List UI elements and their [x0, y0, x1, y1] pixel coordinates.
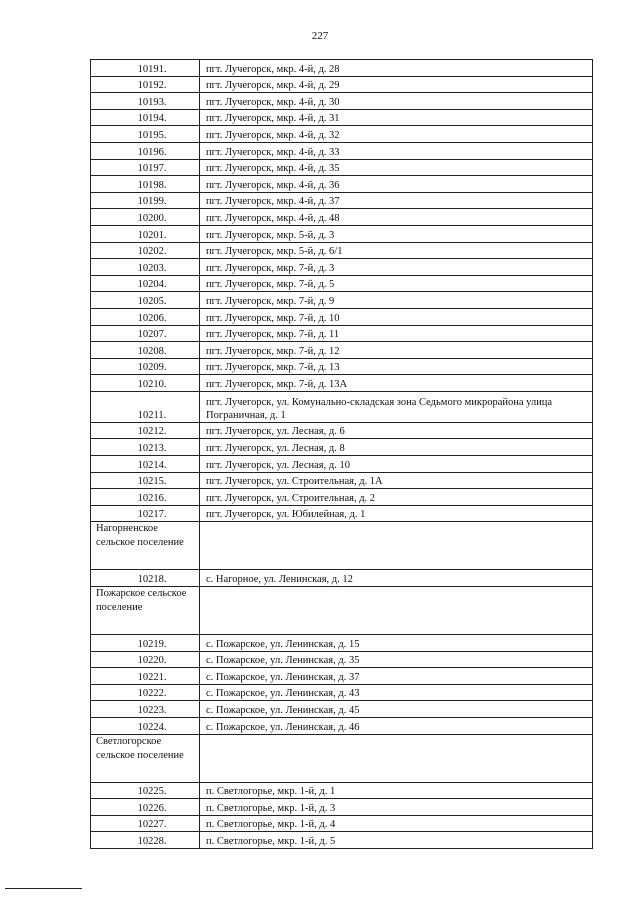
row-number [91, 391, 200, 422]
row-number [91, 718, 200, 735]
row-address: пгт. Лучегорск, мкр. 7-й, д. 13А [200, 375, 593, 392]
table-row [91, 308, 593, 325]
row-number [91, 325, 200, 342]
row-number [91, 308, 200, 325]
row-address: пгт. Лучегорск, мкр. 7-й, д. 9 [200, 292, 593, 309]
row-number [91, 635, 200, 652]
row-number-text: 10197. [137, 163, 167, 175]
address-registry-body [91, 60, 593, 849]
row-number-text: 10228. [137, 835, 167, 847]
row-number-text: 10211. [137, 409, 167, 421]
table-row [91, 259, 593, 276]
row-address: пгт. Лучегорск, мкр. 4-й, д. 28 [200, 60, 593, 77]
row-number-text: 10226. [137, 802, 167, 814]
row-address: пгт. Лучегорск, ул. Лесная, д. 8 [200, 439, 593, 456]
section-header-row [91, 587, 593, 635]
row-number-text: 10214. [137, 459, 167, 471]
row-number-text: 10219. [137, 638, 167, 650]
row-address: пгт. Лучегорск, мкр. 4-й, д. 37 [200, 192, 593, 209]
row-number [91, 192, 200, 209]
table-row [91, 209, 593, 226]
table-row [91, 109, 593, 126]
row-address: п. Светлогорье, мкр. 1-й, д. 1 [200, 782, 593, 799]
row-number [91, 832, 200, 849]
table-row [91, 126, 593, 143]
row-number [91, 701, 200, 718]
row-number [91, 684, 200, 701]
row-number [91, 422, 200, 439]
row-address: с. Пожарское, ул. Ленинская, д. 45 [200, 701, 593, 718]
row-number-text: 10206. [137, 312, 167, 324]
row-number-text: 10222. [137, 688, 167, 700]
row-number [91, 799, 200, 816]
row-address: пгт. Лучегорск, мкр. 5-й, д. 6/1 [200, 242, 593, 259]
section-header-row [91, 734, 593, 782]
table-row [91, 668, 593, 685]
row-address: пгт. Лучегорск, мкр. 7-й, д. 3 [200, 259, 593, 276]
table-row [91, 358, 593, 375]
row-address: с. Нагорное, ул. Ленинская, д. 12 [200, 570, 593, 587]
row-number-text: 10195. [137, 129, 167, 141]
row-number-text: 10198. [137, 179, 167, 191]
row-address: пгт. Лучегорск, мкр. 7-й, д. 13 [200, 358, 593, 375]
row-number-text: 10216. [137, 492, 167, 504]
row-address: пгт. Лучегорск, ул. Строительная, д. 2 [200, 489, 593, 506]
row-address: пгт. Лучегорск, мкр. 7-й, д. 10 [200, 308, 593, 325]
row-address: пгт. Лучегорск, ул. Лесная, д. 6 [200, 422, 593, 439]
row-number [91, 60, 200, 77]
table-row [91, 570, 593, 587]
table-row [91, 422, 593, 439]
row-address: пгт. Лучегорск, ул. Строительная, д. 1А [200, 472, 593, 489]
row-number-text: 10201. [137, 229, 167, 241]
table-row [91, 342, 593, 359]
row-number [91, 93, 200, 110]
row-number-text: 10218. [137, 574, 167, 586]
table-row [91, 718, 593, 735]
row-address: пгт. Лучегорск, мкр. 4-й, д. 30 [200, 93, 593, 110]
row-number [91, 109, 200, 126]
table-row [91, 456, 593, 473]
table-row [91, 439, 593, 456]
row-number-text: 10194. [137, 113, 167, 125]
row-number-text: 10224. [137, 721, 167, 733]
row-number [91, 358, 200, 375]
row-number-text: 10225. [137, 786, 167, 798]
row-number-text: 10192. [137, 80, 167, 92]
row-number-text: 10191. [137, 63, 167, 75]
row-number [91, 142, 200, 159]
row-number-text: 10208. [137, 345, 167, 357]
row-number [91, 342, 200, 359]
row-address: пгт. Лучегорск, мкр. 4-й, д. 32 [200, 126, 593, 143]
table-row [91, 505, 593, 522]
table-row [91, 292, 593, 309]
row-address: пгт. Лучегорск, ул. Юбилейная, д. 1 [200, 505, 593, 522]
section-name: Светлогорское сельское поселение [91, 734, 200, 782]
row-number-text: 10200. [137, 212, 167, 224]
table-row [91, 832, 593, 849]
row-number-text: 10210. [137, 378, 167, 390]
table-row [91, 242, 593, 259]
row-number-text: 10215. [137, 476, 167, 488]
row-number-text: 10199. [137, 196, 167, 208]
row-number [91, 176, 200, 193]
row-number-text: 10212. [137, 426, 167, 438]
table-row [91, 192, 593, 209]
section-name: Пожарское сельское поселение [91, 587, 200, 635]
row-number-text: 10203. [137, 262, 167, 274]
row-number-text: 10227. [137, 819, 167, 831]
row-number [91, 782, 200, 799]
row-number [91, 505, 200, 522]
row-address: пгт. Лучегорск, мкр. 4-й, д. 31 [200, 109, 593, 126]
table-row [91, 76, 593, 93]
row-number [91, 439, 200, 456]
row-address: пгт. Лучегорск, мкр. 4-й, д. 36 [200, 176, 593, 193]
table-row [91, 225, 593, 242]
row-address: с. Пожарское, ул. Ленинская, д. 46 [200, 718, 593, 735]
table-row [91, 799, 593, 816]
row-number-text: 10196. [137, 146, 167, 158]
row-number-text: 10223. [137, 705, 167, 716]
row-number-text: 10217. [137, 509, 167, 521]
row-number [91, 76, 200, 93]
table-row [91, 635, 593, 652]
section-empty-cell [200, 587, 593, 635]
row-number [91, 570, 200, 587]
row-address: п. Светлогорье, мкр. 1-й, д. 5 [200, 832, 593, 849]
row-address: пгт. Лучегорск, мкр. 7-й, д. 11 [200, 325, 593, 342]
row-address: пгт. Лучегорск, мкр. 4-й, д. 33 [200, 142, 593, 159]
row-number-text: 10220. [137, 655, 167, 667]
table-row [91, 815, 593, 832]
table-row [91, 782, 593, 799]
row-number [91, 259, 200, 276]
row-address: с. Пожарское, ул. Ленинская, д. 43 [200, 684, 593, 701]
table-row [91, 325, 593, 342]
row-number [91, 456, 200, 473]
table-row [91, 701, 593, 718]
row-number [91, 159, 200, 176]
row-address: с. Пожарское, ул. Ленинская, д. 35 [200, 651, 593, 668]
section-name: Нагорненское сельское поселение [91, 522, 200, 570]
row-number-text: 10221. [137, 671, 167, 683]
row-number [91, 292, 200, 309]
row-number-text: 10209. [137, 362, 167, 374]
row-address: пгт. Лучегорск, мкр. 5-й, д. 3 [200, 225, 593, 242]
table-row [91, 391, 593, 422]
row-number-text: 10213. [137, 443, 167, 455]
row-number-text: 10207. [137, 329, 167, 341]
row-address: пгт. Лучегорск, ул. Комунально-складская зона Седьмого микрорайона улица Пограничная, д. 1 [200, 391, 593, 422]
row-number [91, 489, 200, 506]
section-header-row [91, 522, 593, 570]
table-row [91, 142, 593, 159]
table-row [91, 60, 593, 77]
table-row [91, 651, 593, 668]
row-address: п. Светлогорье, мкр. 1-й, д. 4 [200, 815, 593, 832]
row-number [91, 209, 200, 226]
row-number [91, 815, 200, 832]
table-row [91, 176, 593, 193]
row-address: пгт. Лучегорск, ул. Лесная, д. 10 [200, 456, 593, 473]
table-row [91, 472, 593, 489]
row-address: пгт. Лучегорск, мкр. 7-й, д. 5 [200, 275, 593, 292]
section-empty-cell [200, 734, 593, 782]
table-row [91, 159, 593, 176]
row-number [91, 668, 200, 685]
table-row [91, 275, 593, 292]
footnote-separator [5, 888, 82, 889]
row-address: пгт. Лучегорск, мкр. 4-й, д. 35 [200, 159, 593, 176]
address-registry-table [90, 59, 593, 849]
table-row [91, 684, 593, 701]
row-address: пгт. Лучегорск, мкр. 7-й, д. 12 [200, 342, 593, 359]
row-address: с. Пожарское, ул. Ленинская, д. 15 [200, 635, 593, 652]
row-address: пгт. Лучегорск, мкр. 4-й, д. 29 [200, 76, 593, 93]
row-number-text: 10193. [137, 96, 167, 108]
table-row [91, 489, 593, 506]
row-address: пгт. Лучегорск, мкр. 4-й, д. 48 [200, 209, 593, 226]
row-number [91, 275, 200, 292]
row-number [91, 225, 200, 242]
page-number: 227 [311, 30, 329, 42]
row-address: п. Светлогорье, мкр. 1-й, д. 3 [200, 799, 593, 816]
table-row [91, 375, 593, 392]
table-row [91, 93, 593, 110]
row-number-text: 10204. [137, 279, 167, 291]
row-number [91, 242, 200, 259]
row-number-text: 10202. [137, 246, 167, 258]
row-address: с. Пожарское, ул. Ленинская, д. 37 [200, 668, 593, 685]
row-number [91, 651, 200, 668]
row-number [91, 375, 200, 392]
row-number-text: 10205. [137, 295, 167, 307]
row-number [91, 126, 200, 143]
row-number [91, 472, 200, 489]
section-empty-cell [200, 522, 593, 570]
